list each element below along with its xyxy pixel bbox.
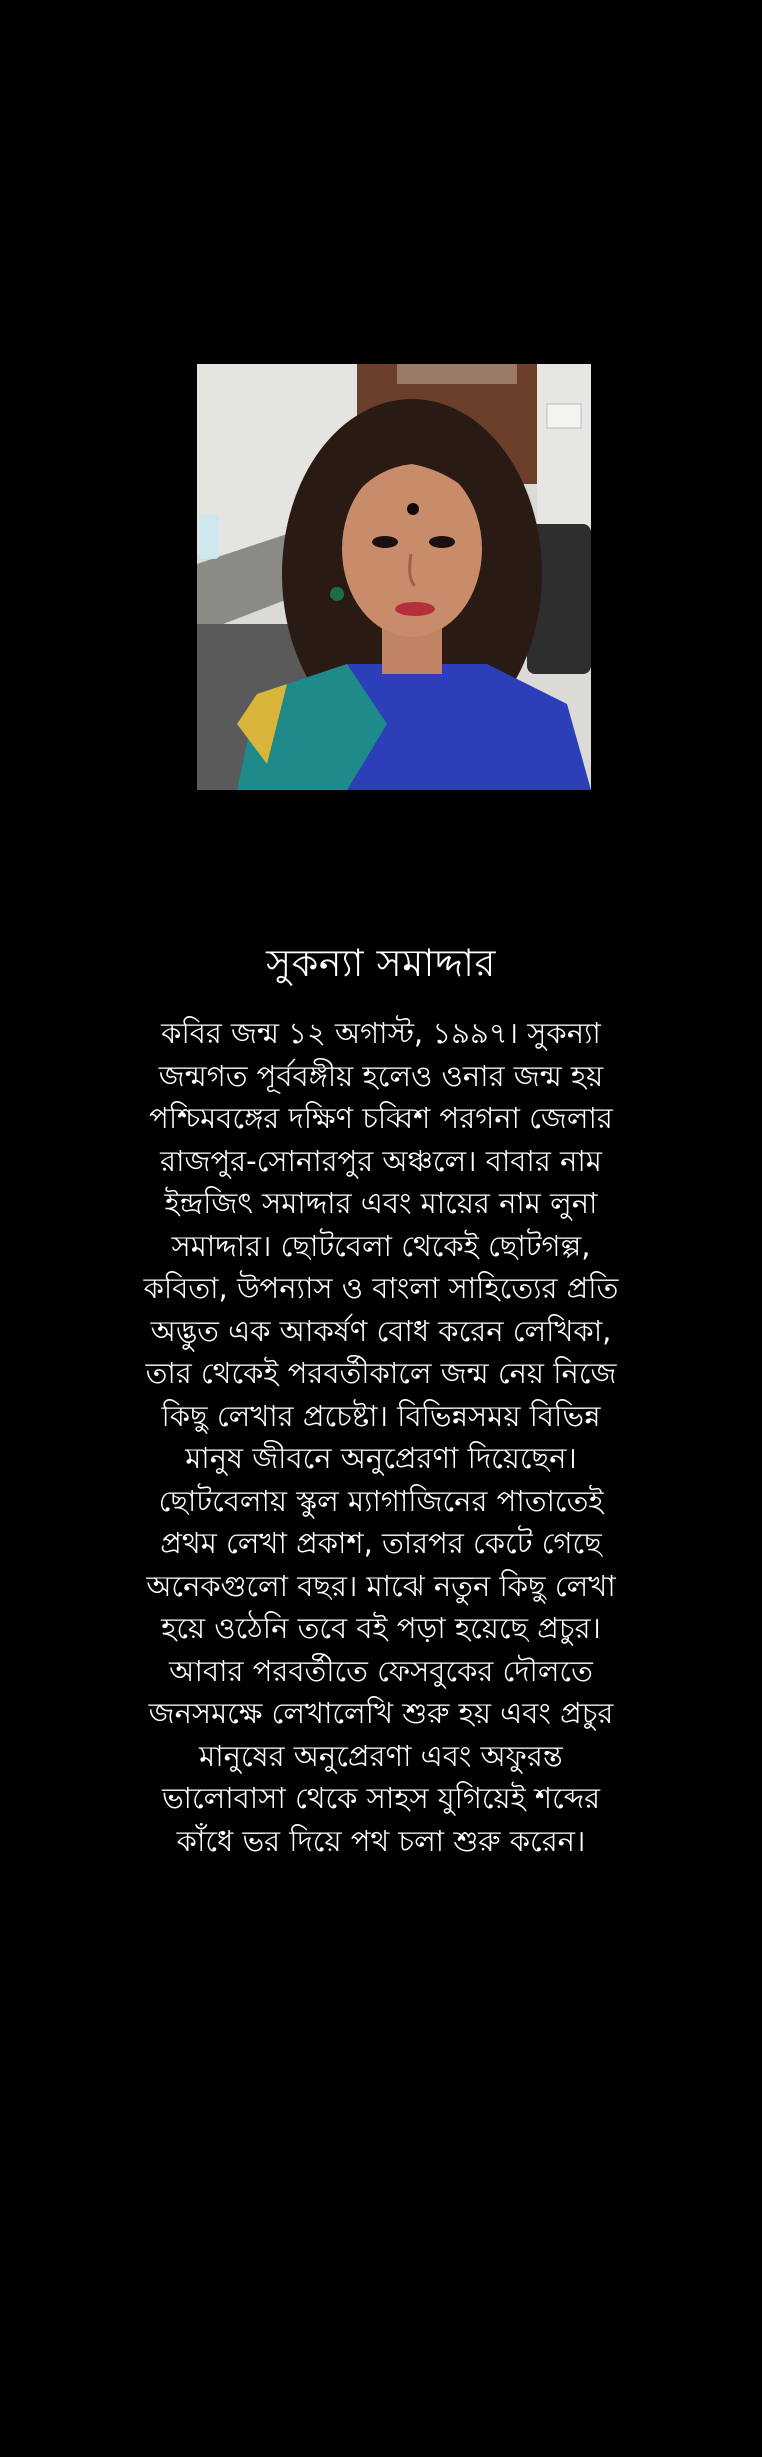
bio-line: ভালোবাসা থেকে সাহস যুগিয়েই শব্দের (161, 1781, 601, 1815)
bio-line: তার থেকেই পরবর্তীকালে জন্ম নেয় নিজে (145, 1356, 617, 1390)
bio-line: ছোটবেলায় স্কুল ম্যাগাজিনের পাতাতেই (158, 1483, 604, 1518)
bio-line: জনসমক্ষে লেখালেখি শুরু হয় এবং প্রচুর (148, 1696, 614, 1730)
bio-line: অদ্ভুত এক আকর্ষণ বোধ করেন লেখিকা, (150, 1313, 612, 1348)
bio-line: কাঁধে ভর দিয়ে পথ চলা শুরু করেন। (176, 1823, 586, 1858)
bio-line: সমাদ্দার। ছোটবেলা থেকেই ছোটগল্প, (171, 1228, 591, 1263)
author-name: সুকন্যা সমাদ্দার (266, 941, 496, 986)
bio-line: কিছু লেখার প্রচেষ্টা। বিভিন্নসময় বিভিন্ন (161, 1398, 601, 1433)
bio-line: মানুষ জীবনে অনুপ্রেরণা দিয়েছেন। (185, 1441, 577, 1475)
bio-line: আবার পরবর্তীতে ফেসবুকের দৌলতে (169, 1653, 593, 1688)
bio-line: মানুষের অনুপ্রেরণা এবং অফুরন্ত (199, 1738, 563, 1773)
bio-line: জন্মগত পূর্ববঙ্গীয় হলেও ওনার জন্ম হয় (158, 1058, 604, 1093)
bio-line: কবিতা, উপন্যাস ও বাংলা সাহিত্যের প্রতি (143, 1271, 619, 1305)
bio-line: প্রথম লেখা প্রকাশ, তারপর কেটে গেছে (160, 1526, 602, 1560)
bio-line: পশ্চিমবঙ্গের দক্ষিণ চব্বিশ পরগনা জেলার (149, 1101, 613, 1135)
author-bio (92, 1012, 670, 1862)
portrait-illustration (197, 364, 591, 790)
bio-line: হয়ে ওঠেনি তবে বই পড়া হয়েছে প্রচুর। (161, 1611, 601, 1645)
bio-line: ইন্দ্রজিৎ সমাদ্দার এবং মায়ের নাম লুনা (164, 1186, 598, 1220)
bio-line: কবির জন্ম ১২ অগাস্ট, ১৯৯৭। সুকন্যা (161, 1016, 601, 1050)
author-portrait-photo (197, 364, 591, 790)
bio-line: অনেকগুলো বছর। মাঝে নতুন কিছু লেখা (146, 1568, 616, 1603)
bio-line: রাজপুর-সোনারপুর অঞ্চলে। বাবার নাম (160, 1143, 602, 1178)
